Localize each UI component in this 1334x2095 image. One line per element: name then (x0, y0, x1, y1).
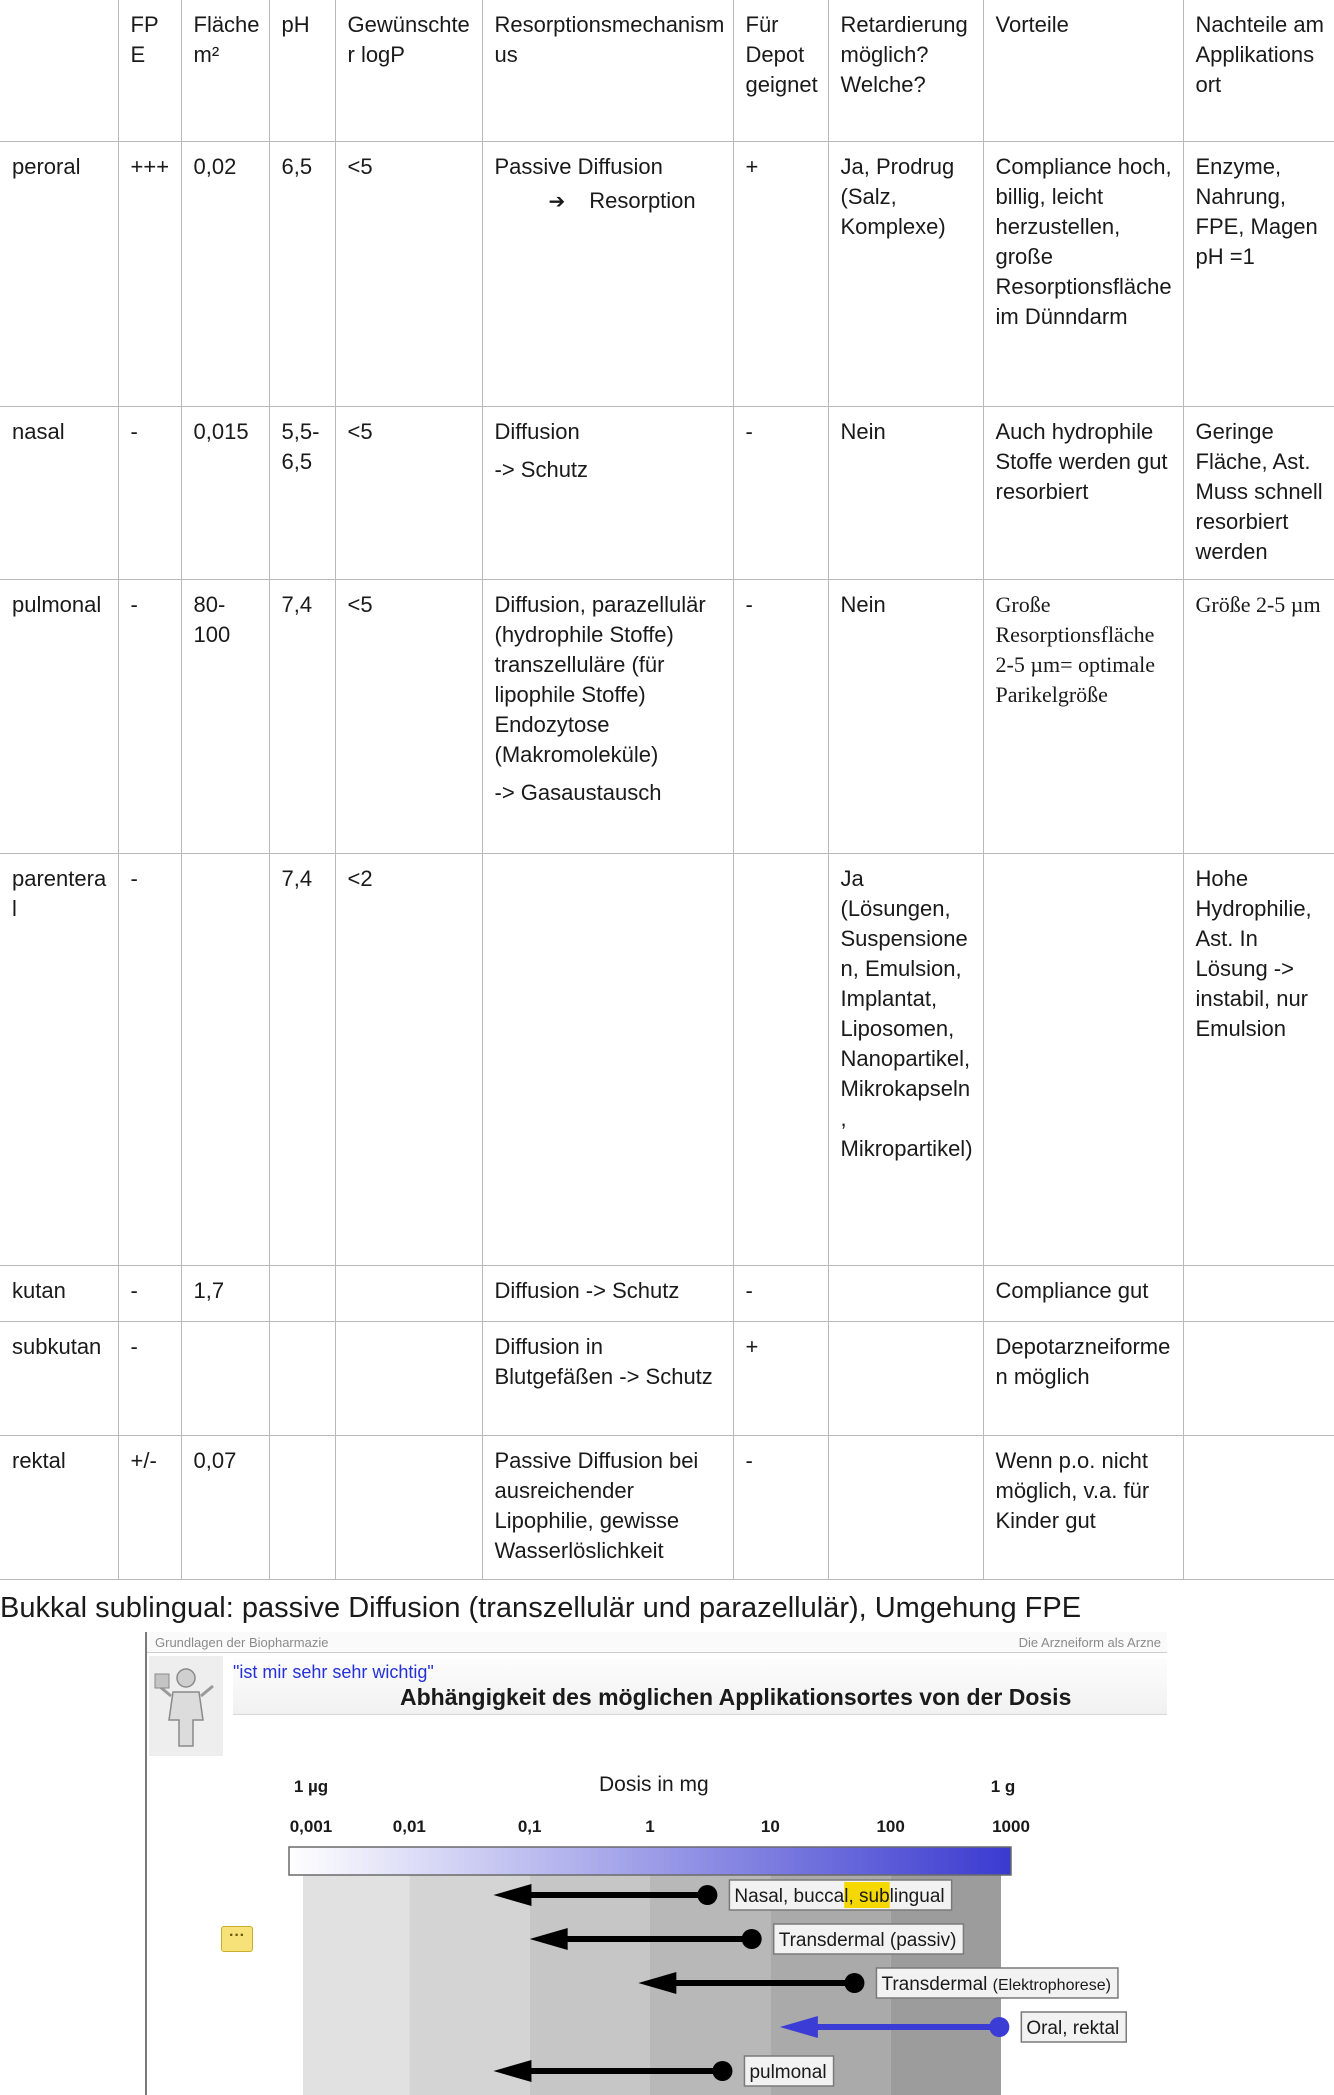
mechanism-extra: -> Gasaustausch (494, 779, 662, 805)
series-label-part: Nasal, bucca (734, 1886, 845, 1907)
table-row (0, 579, 1334, 853)
mechanism-extra: Resorption (589, 187, 696, 213)
dose-band (409, 1875, 529, 2095)
header-row (0, 0, 1334, 141)
cell-logp: <5 (335, 406, 482, 579)
slide-quote: "ist mir sehr sehr wichtig" (233, 1662, 434, 1682)
cell-fpe: +/- (118, 1435, 181, 1579)
series-label-highlight: l, sub (844, 1886, 890, 1907)
cell-fpe: - (118, 853, 181, 1265)
header-depot: Für Depot geignet (733, 0, 828, 141)
right-arrow-icon: ➔ (548, 188, 566, 213)
cell-route: peroral (0, 141, 118, 406)
cell-retard: Ja (Lösungen, Suspensionen, Emulsion, Implantat, Liposomen, Nanopartikel, Mikrokapseln, Mikropartikel) (828, 853, 983, 1265)
dose-ticks (290, 1817, 1030, 1836)
slide-header-left: Grundlagen der Biopharmazie (155, 1635, 329, 1650)
header-retard: Retardierung möglich? Welche? (828, 0, 983, 141)
cell-route: nasal (0, 406, 118, 579)
cell-mechanism (482, 141, 733, 406)
cell-ph: 6,5 (269, 141, 335, 406)
mechanism-arrow-line (495, 186, 725, 216)
mechanism-text: Passive Diffusion (494, 153, 663, 179)
cell-route: kutan (0, 1265, 118, 1321)
cell-mechanism: Diffusion in Blutgefäßen -> Schutz (482, 1321, 733, 1435)
tick-label: 0,1 (517, 1817, 542, 1836)
cell-fpe: +++ (118, 141, 181, 406)
cell-vorteile: Compliance hoch, billig, leicht herzustellen, große Resorptionsfläche im Dünndarm (983, 141, 1183, 406)
mechanism-extra: -> Schutz (494, 456, 589, 482)
cell-mechanism (482, 579, 733, 853)
cell-route: parenteral (0, 853, 118, 1265)
cell-nachteile: Enzyme, Nahrung, FPE, Magen pH =1 (1183, 141, 1334, 406)
bukkal-note: Bukkal sublingual: passive Diffusion (transzellulär und parazellulär), Umgehung FPE (0, 1592, 1082, 1624)
cell-route: pulmonal (0, 579, 118, 853)
cell-vorteile: Compliance gut (983, 1265, 1183, 1321)
tick-label: 0,001 (289, 1817, 333, 1836)
cell-ph: 7,4 (269, 579, 335, 853)
mechanism-text: Diffusion (494, 418, 580, 444)
cell-nachteile (1183, 1435, 1334, 1579)
slide-header-right: Die Arzneiform als Arzne (1018, 1635, 1161, 1650)
tick-label: 0,01 (392, 1817, 426, 1836)
cell-mechanism: Diffusion -> Schutz (482, 1265, 733, 1321)
cell-depot: + (733, 141, 828, 406)
cell-fpe: - (118, 1265, 181, 1321)
dose-band (303, 1875, 409, 2095)
cell-flaeche (181, 853, 269, 1265)
table-row (0, 141, 1334, 406)
series-endpoint (989, 2017, 1009, 2037)
cell-depot: - (733, 406, 828, 579)
cell-mechanism (482, 406, 733, 579)
cell-logp (335, 1435, 482, 1579)
cell-nachteile: Größe 2-5 µm (1183, 579, 1334, 853)
series-endpoint (844, 1973, 864, 1993)
cell-ph: 5,5-6,5 (269, 406, 335, 579)
cell-retard (828, 1321, 983, 1435)
slide-title: Abhängigkeit des möglichen Applikationsortes von der Dosis (400, 1684, 1072, 1710)
cell-depot: - (733, 1265, 828, 1321)
tick-label: 1 (645, 1817, 655, 1836)
header-mechanism: Resorptionsmechanismus (482, 0, 733, 141)
cell-retard: Nein (828, 406, 983, 579)
cell-vorteile: Auch hydrophile Stoffe werden gut resorbiert (983, 406, 1183, 579)
series-endpoint (697, 1885, 717, 1905)
cell-logp: <5 (335, 141, 482, 406)
tick-label: 100 (876, 1817, 905, 1836)
unit-label: 1 µg (293, 1777, 329, 1796)
series-label (881, 1974, 1111, 1995)
header-flaeche: Fläche m² (181, 0, 269, 141)
header-vorteile: Vorteile (983, 0, 1183, 141)
cell-fpe: - (118, 1321, 181, 1435)
cell-flaeche: 1,7 (181, 1265, 269, 1321)
table-row (0, 1435, 1334, 1579)
cell-nachteile: Hohe Hydrophilie, Ast. In Lösung -> instabil, nur Emulsion (1183, 853, 1334, 1265)
lecture-slide (145, 1632, 1167, 2095)
cell-mechanism: Passive Diffusion bei ausreichender Lipophilie, gewisse Wasserlöslichkeit (482, 1435, 733, 1579)
mechanism-text: Diffusion, parazellulär (hydrophile Stoffe) transzelluläre (für lipophile Stoffe) Endozytose (Makromoleküle) (494, 591, 706, 767)
table-row (0, 853, 1334, 1265)
cell-ph: 7,4 (269, 853, 335, 1265)
dose-chart (147, 1632, 1167, 2095)
tick-label: 1000 (992, 1817, 1030, 1836)
cell-flaeche: 80-100 (181, 579, 269, 853)
cell-vorteile: Große Resorptionsfläche 2-5 µm= optimale Parikelgröße (983, 579, 1183, 853)
table-row (0, 1265, 1334, 1321)
series-label-part: lingual (889, 1886, 945, 1907)
cell-nachteile (1183, 1265, 1334, 1321)
cell-ph (269, 1435, 335, 1579)
dose-band (530, 1875, 650, 2095)
unit-label: 1 g (990, 1777, 1016, 1796)
cell-mechanism (482, 853, 733, 1265)
series-label-part: (Elektrophorese) (992, 1977, 1111, 1994)
cell-route: rektal (0, 1435, 118, 1579)
cell-flaeche: 0,02 (181, 141, 269, 406)
x-axis-label: Dosis in mg (599, 1773, 709, 1796)
cell-flaeche: 0,015 (181, 406, 269, 579)
cell-vorteile (983, 853, 1183, 1265)
header-fpe: FPE (118, 0, 181, 141)
cell-retard: Ja, Prodrug (Salz, Komplexe) (828, 141, 983, 406)
series-endpoint (712, 2061, 732, 2081)
cell-depot: + (733, 1321, 828, 1435)
series-label (734, 1886, 944, 1907)
cell-fpe: - (118, 579, 181, 853)
table-row (0, 1321, 1334, 1435)
cell-flaeche (181, 1321, 269, 1435)
cell-route: subkutan (0, 1321, 118, 1435)
series-endpoint (742, 1929, 762, 1949)
series-label: Oral, rektal (1026, 2018, 1120, 2039)
cell-logp (335, 1265, 482, 1321)
comment-note-icon[interactable]: ··· (221, 1926, 253, 1952)
cell-depot: - (733, 579, 828, 853)
cell-vorteile: Depotarzneiformen möglich (983, 1321, 1183, 1435)
cell-retard: Nein (828, 579, 983, 853)
cell-flaeche: 0,07 (181, 1435, 269, 1579)
header-ph: pH (269, 0, 335, 141)
series-label: Transdermal (passiv) (778, 1930, 957, 1951)
cell-retard (828, 1265, 983, 1321)
cell-nachteile (1183, 1321, 1334, 1435)
cell-nachteile: Geringe Fläche, Ast. Muss schnell resorbiert werden (1183, 406, 1334, 579)
cell-ph (269, 1265, 335, 1321)
cell-retard (828, 1435, 983, 1579)
series-label: pulmonal (749, 2062, 827, 2083)
cell-depot (733, 853, 828, 1265)
cell-vorteile: Wenn p.o. nicht möglich, v.a. für Kinder gut (983, 1435, 1183, 1579)
header-nachteile: Nachteile am Applikationsort (1183, 0, 1334, 141)
header-logp: Gewünschter logP (335, 0, 482, 141)
table-row (0, 406, 1334, 579)
tick-label: 10 (760, 1817, 780, 1836)
cell-fpe: - (118, 406, 181, 579)
cell-logp: <2 (335, 853, 482, 1265)
cell-logp: <5 (335, 579, 482, 853)
dose-gradient-bar (289, 1847, 1011, 1875)
cell-ph (269, 1321, 335, 1435)
series-label-part: Transdermal (881, 1974, 993, 1995)
cell-logp (335, 1321, 482, 1435)
cell-depot: - (733, 1435, 828, 1579)
header-route (0, 0, 118, 141)
